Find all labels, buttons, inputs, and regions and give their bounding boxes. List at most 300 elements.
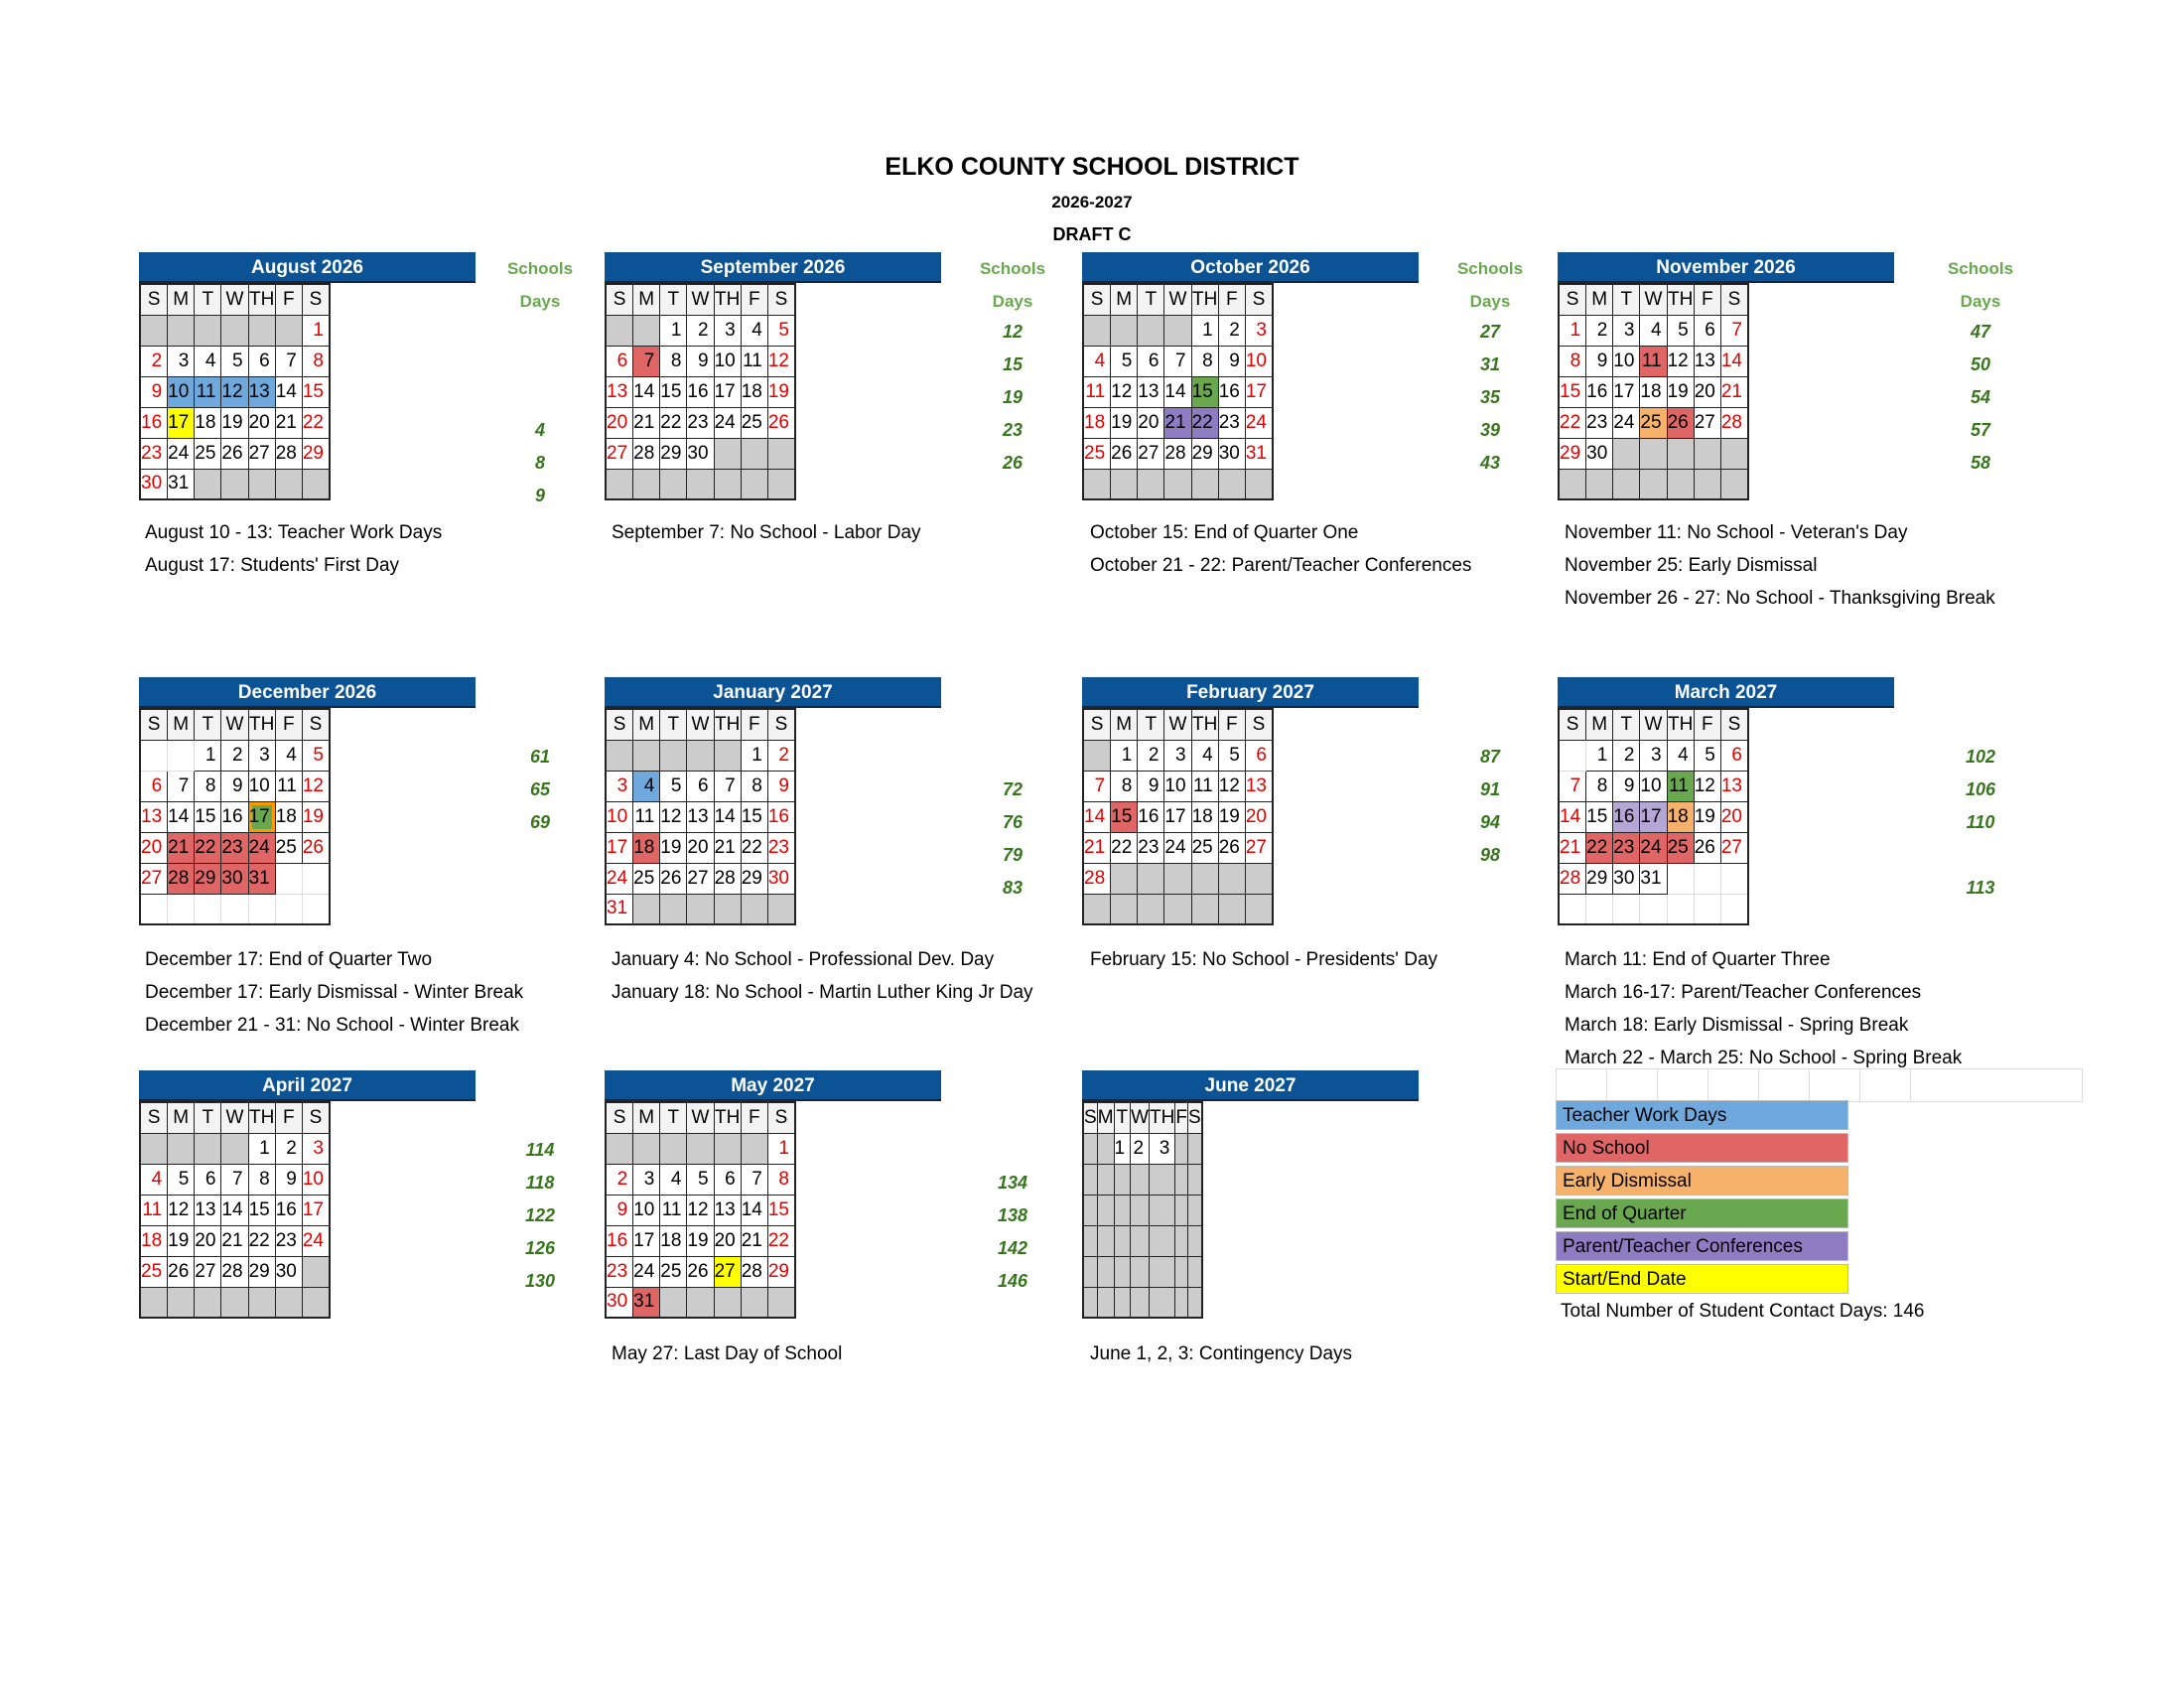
week-count: 118 [525, 1173, 555, 1193]
empty-day [767, 894, 795, 924]
calendar-day: 7 [633, 346, 660, 376]
calendar-day: 5 [1218, 740, 1245, 771]
calendar-day: 24 [1640, 832, 1667, 863]
empty-day [1559, 469, 1586, 499]
calendar-day: 18 [275, 801, 302, 832]
month-grid [1082, 1101, 1203, 1319]
calendar-day: 9 [275, 1164, 302, 1195]
month-title: October 2026 [1082, 252, 1419, 283]
month-grid [605, 283, 796, 500]
calendar-day: 30 [140, 469, 168, 499]
calendar-day: 14 [1083, 801, 1111, 832]
calendar-day: 13 [1245, 771, 1273, 801]
week-count: 76 [1002, 812, 1024, 832]
weekday-header: S [606, 284, 633, 315]
calendar-day: 22 [302, 407, 330, 438]
empty-day [1114, 1287, 1131, 1318]
empty-day [1150, 1164, 1175, 1195]
empty-day [195, 315, 221, 346]
empty-day [633, 740, 660, 771]
calendar-day: 7 [275, 346, 302, 376]
calendar-day: 18 [1667, 801, 1694, 832]
calendar-day: 2 [221, 740, 248, 771]
week-count: 23 [1002, 420, 1024, 440]
calendar-day: 12 [1218, 771, 1245, 801]
calendar-day: 10 [714, 346, 741, 376]
empty-day [1667, 438, 1694, 469]
calendar-day: 6 [248, 346, 275, 376]
calendar-day: 8 [660, 346, 687, 376]
calendar-day: 2 [687, 315, 714, 346]
weekday-header: M [168, 1102, 195, 1133]
week-count: 19 [1002, 387, 1024, 407]
calendar-day: 1 [1586, 740, 1613, 771]
calendar-day: 7 [714, 771, 741, 801]
calendar-day: 22 [1111, 832, 1138, 863]
calendar-day: 6 [1694, 315, 1720, 346]
month-title: November 2026 [1558, 252, 1894, 283]
empty-day [195, 1287, 221, 1318]
calendar-day: 25 [140, 1256, 168, 1287]
calendar-day: 5 [687, 1164, 714, 1195]
weekday-header: S [302, 284, 330, 315]
calendar-day: 28 [275, 438, 302, 469]
weekday-header: F [741, 709, 767, 740]
calendar-day: 24 [168, 438, 195, 469]
calendar-day: 5 [767, 315, 795, 346]
calendar-day: 20 [1245, 801, 1273, 832]
empty-day [1083, 469, 1111, 499]
calendar-day: 18 [195, 407, 221, 438]
empty-day [1114, 1195, 1131, 1225]
empty-day [140, 315, 168, 346]
calendar-day: 21 [1559, 832, 1586, 863]
week-count: 138 [997, 1205, 1028, 1225]
empty-day [606, 315, 633, 346]
month-title: April 2027 [139, 1070, 476, 1101]
weekday-header: T [660, 1102, 687, 1133]
calendar-day: 14 [1559, 801, 1586, 832]
weekday-header: M [633, 1102, 660, 1133]
calendar-day: 4 [633, 771, 660, 801]
calendar-day: 29 [248, 1256, 275, 1287]
empty-day [1218, 863, 1245, 894]
calendar-day: 4 [140, 1164, 168, 1195]
empty-day [195, 1133, 221, 1164]
calendar-day: 16 [606, 1225, 633, 1256]
empty-day [1097, 1133, 1114, 1164]
weekday-header: W [1640, 709, 1667, 740]
empty-day [633, 1133, 660, 1164]
empty-day [1218, 894, 1245, 924]
empty-day [1187, 1225, 1201, 1256]
calendar-day: 25 [633, 863, 660, 894]
calendar-day: 8 [767, 1164, 795, 1195]
calendar-day: 29 [302, 438, 330, 469]
calendar-day: 2 [1138, 740, 1164, 771]
calendar-day: 23 [1138, 832, 1164, 863]
month-title: December 2026 [139, 677, 476, 708]
calendar-day: 16 [767, 801, 795, 832]
calendar-day: 31 [168, 469, 195, 499]
week-count: 61 [529, 747, 551, 767]
empty-day [714, 1133, 741, 1164]
empty-day [1111, 863, 1138, 894]
empty-day [195, 469, 221, 499]
empty-day [302, 1256, 330, 1287]
week-count: 27 [1479, 322, 1501, 342]
calendar-day: 4 [1640, 315, 1667, 346]
note-line: March 16-17: Parent/Teacher Conferences [1565, 982, 1922, 1003]
calendar-day: 5 [221, 346, 248, 376]
calendar-day: 4 [741, 315, 767, 346]
calendar-day: 15 [767, 1195, 795, 1225]
empty-day [660, 1287, 687, 1318]
calendar-day: 28 [741, 1256, 767, 1287]
calendar-day: 6 [1720, 740, 1748, 771]
calendar-day: 26 [767, 407, 795, 438]
weekday-header: W [687, 709, 714, 740]
week-count: 39 [1479, 420, 1501, 440]
calendar-day: 23 [1613, 832, 1640, 863]
month-grid [1558, 283, 1749, 500]
legend-item: Parent/Teacher Conferences [1556, 1231, 1848, 1261]
legend [1556, 1100, 1848, 1297]
empty-day [248, 894, 275, 924]
calendar-day: 18 [1083, 407, 1111, 438]
calendar-day: 23 [687, 407, 714, 438]
calendar-day: 5 [1111, 346, 1138, 376]
empty-day [1131, 1195, 1150, 1225]
calendar-day: 1 [741, 740, 767, 771]
calendar-day: 9 [140, 376, 168, 407]
weekday-header: T [195, 1102, 221, 1133]
empty-day [221, 1133, 248, 1164]
empty-day [1138, 469, 1164, 499]
calendar-day: 1 [195, 740, 221, 771]
calendar-day: 9 [221, 771, 248, 801]
calendar-day: 20 [714, 1225, 741, 1256]
calendar-day: 3 [606, 771, 633, 801]
weekday-header: F [1694, 709, 1720, 740]
legend-item: Teacher Work Days [1556, 1100, 1848, 1130]
week-count: 83 [1002, 878, 1024, 898]
empty-day [741, 469, 767, 499]
empty-day [1175, 1256, 1188, 1287]
empty-day [1187, 1256, 1201, 1287]
calendar-day: 17 [1640, 801, 1667, 832]
note-line: August 10 - 13: Teacher Work Days [145, 522, 443, 543]
calendar-day: 28 [714, 863, 741, 894]
calendar-day: 3 [1245, 315, 1273, 346]
calendar-day: 15 [302, 376, 330, 407]
empty-day [1245, 863, 1273, 894]
calendar-day: 28 [1720, 407, 1748, 438]
week-count: 130 [524, 1271, 556, 1291]
calendar-day: 16 [1218, 376, 1245, 407]
weekday-header: S [767, 1102, 795, 1133]
calendar-day: 20 [1720, 801, 1748, 832]
calendar-day: 20 [140, 832, 168, 863]
calendar-day: 9 [606, 1195, 633, 1225]
calendar-day: 23 [140, 438, 168, 469]
legend-item: End of Quarter [1556, 1198, 1848, 1228]
calendar-day: 21 [1164, 407, 1191, 438]
empty-day [1667, 469, 1694, 499]
empty-day [1175, 1287, 1188, 1318]
weekday-header: T [660, 709, 687, 740]
calendar-day: 2 [1586, 315, 1613, 346]
calendar-day: 31 [248, 863, 275, 894]
calendar-day: 6 [606, 346, 633, 376]
calendar-day: 13 [195, 1195, 221, 1225]
weekday-header: TH [248, 284, 275, 315]
calendar-day: 12 [1111, 376, 1138, 407]
note-line: May 27: Last Day of School [612, 1343, 843, 1364]
calendar-day: 4 [195, 346, 221, 376]
empty-day [741, 1133, 767, 1164]
calendar-day: 15 [660, 376, 687, 407]
calendar-day: 25 [1640, 407, 1667, 438]
calendar-day: 12 [767, 346, 795, 376]
calendar-day: 26 [302, 832, 330, 863]
calendar-day: 1 [767, 1133, 795, 1164]
calendar-day: 13 [140, 801, 168, 832]
month-title: February 2027 [1082, 677, 1419, 708]
empty-day [168, 1133, 195, 1164]
weekday-header: S [1245, 709, 1273, 740]
calendar-day: 17 [633, 1225, 660, 1256]
calendar-day: 4 [660, 1164, 687, 1195]
empty-day [195, 894, 221, 924]
calendar-day: 3 [248, 740, 275, 771]
weekday-header: T [1613, 709, 1640, 740]
note-line: March 11: End of Quarter Three [1565, 949, 1831, 970]
calendar-day: 3 [633, 1164, 660, 1195]
week-count: 12 [1002, 322, 1024, 342]
calendar-day: 17 [1245, 376, 1273, 407]
week-count: 122 [524, 1205, 556, 1225]
empty-day [1694, 438, 1720, 469]
weekday-header: F [275, 1102, 302, 1133]
calendar-day: 14 [714, 801, 741, 832]
month-grid [139, 283, 331, 500]
calendar-day: 23 [767, 832, 795, 863]
school-year: 2026-2027 [1051, 193, 1133, 211]
empty-day [248, 1287, 275, 1318]
empty-day [1097, 1287, 1114, 1318]
weekday-header: T [1114, 1102, 1131, 1133]
calendar-day: 17 [606, 832, 633, 863]
weekday-header: F [1218, 709, 1245, 740]
calendar-day: 16 [275, 1195, 302, 1225]
calendar-day: 19 [1218, 801, 1245, 832]
calendar-day: 1 [1191, 315, 1218, 346]
calendar-day: 12 [687, 1195, 714, 1225]
weekday-header: S [1559, 284, 1586, 315]
note-line: January 4: No School - Professional Dev. Day [612, 949, 995, 970]
calendar-day: 19 [1667, 376, 1694, 407]
calendar-day: 17 [302, 1195, 330, 1225]
note-line: December 21 - 31: No School - Winter Break [145, 1015, 519, 1036]
week-count: 79 [1002, 845, 1024, 865]
calendar-day: 24 [633, 1256, 660, 1287]
weekday-header: S [1083, 284, 1111, 315]
calendar-day: 2 [1218, 315, 1245, 346]
calendar-day: 12 [302, 771, 330, 801]
weekday-header: M [633, 709, 660, 740]
calendar-day: 3 [1164, 740, 1191, 771]
weekday-header: TH [248, 1102, 275, 1133]
empty-day [1667, 863, 1694, 894]
week-count: 35 [1479, 387, 1501, 407]
empty-day [687, 740, 714, 771]
calendar-day: 26 [1694, 832, 1720, 863]
calendar-day: 13 [687, 801, 714, 832]
weekday-header: F [275, 709, 302, 740]
empty-day [168, 894, 195, 924]
empty-day [1613, 438, 1640, 469]
note-line: August 17: Students' First Day [145, 555, 400, 576]
calendar-day: 25 [660, 1256, 687, 1287]
empty-day [687, 1133, 714, 1164]
empty-day [1720, 469, 1748, 499]
calendar-day: 2 [140, 346, 168, 376]
calendar-day: 27 [140, 863, 168, 894]
calendar-day: 17 [714, 376, 741, 407]
calendar-day: 29 [767, 1256, 795, 1287]
weekday-header: S [767, 709, 795, 740]
empty-day [1187, 1195, 1201, 1225]
calendar-day: 22 [195, 832, 221, 863]
calendar-day: 9 [1586, 346, 1613, 376]
week-count: 114 [525, 1140, 555, 1160]
calendar-day: 7 [741, 1164, 767, 1195]
weekday-header: TH [1667, 709, 1694, 740]
empty-day [1150, 1287, 1175, 1318]
empty-day [660, 1133, 687, 1164]
empty-day [767, 1287, 795, 1318]
calendar-day: 4 [1191, 740, 1218, 771]
legend-item: Early Dismissal [1556, 1166, 1848, 1196]
weekday-header: TH [1191, 284, 1218, 315]
calendar-day: 18 [140, 1225, 168, 1256]
empty-day [687, 1287, 714, 1318]
weekday-header: M [168, 709, 195, 740]
calendar-day: 19 [302, 801, 330, 832]
weekday-header: S [140, 709, 168, 740]
calendar-day: 7 [221, 1164, 248, 1195]
empty-day [606, 1133, 633, 1164]
week-count: 8 [534, 453, 545, 473]
calendar-day: 18 [633, 832, 660, 863]
calendar-day: 30 [606, 1287, 633, 1318]
calendar-day: 11 [140, 1195, 168, 1225]
calendar-day: 14 [1164, 376, 1191, 407]
empty-day [1175, 1195, 1188, 1225]
weekday-header: F [741, 284, 767, 315]
calendar-day: 29 [1559, 438, 1586, 469]
note-line: September 7: No School - Labor Day [612, 522, 921, 543]
empty-day [660, 740, 687, 771]
empty-day [275, 894, 302, 924]
calendar-day: 7 [1559, 771, 1586, 801]
legend-item: No School [1556, 1133, 1848, 1163]
empty-day [767, 469, 795, 499]
note-line: December 17: Early Dismissal - Winter Break [145, 982, 524, 1003]
calendar-day: 3 [168, 346, 195, 376]
calendar-day: 15 [741, 801, 767, 832]
empty-day [606, 469, 633, 499]
calendar-day: 31 [606, 894, 633, 924]
calendar-day: 3 [714, 315, 741, 346]
empty-day [1097, 1195, 1114, 1225]
calendar-day: 7 [1164, 346, 1191, 376]
empty-day [221, 1287, 248, 1318]
empty-day [1083, 894, 1111, 924]
counts-header: Days [1469, 292, 1511, 311]
empty-day [168, 315, 195, 346]
empty-day [1083, 1225, 1097, 1256]
calendar-day: 22 [1586, 832, 1613, 863]
calendar-day: 13 [1138, 376, 1164, 407]
empty-day [1164, 315, 1191, 346]
empty-day [1164, 863, 1191, 894]
calendar-day: 17 [1613, 376, 1640, 407]
calendar-day: 22 [741, 832, 767, 863]
calendar-day: 24 [714, 407, 741, 438]
empty-day [1138, 863, 1164, 894]
empty-day [1175, 1225, 1188, 1256]
empty-day [221, 894, 248, 924]
empty-day [1164, 894, 1191, 924]
empty-day [741, 894, 767, 924]
calendar-day: 4 [275, 740, 302, 771]
calendar-day: 11 [633, 801, 660, 832]
weekday-header: S [767, 284, 795, 315]
week-count: 4 [534, 420, 545, 440]
empty-day [168, 740, 195, 771]
calendar-day: 22 [767, 1225, 795, 1256]
month-grid [139, 1101, 331, 1319]
month-notes [612, 1337, 842, 1370]
empty-day [1097, 1164, 1114, 1195]
calendar-day: 10 [633, 1195, 660, 1225]
calendar-day: 10 [302, 1164, 330, 1195]
weekday-header: TH [1191, 709, 1218, 740]
calendar-day: 12 [1667, 346, 1694, 376]
calendar-day: 12 [221, 376, 248, 407]
week-count: 47 [1970, 322, 1991, 342]
calendar-day: 25 [1083, 438, 1111, 469]
counts-header: Schools [1947, 259, 2014, 278]
calendar-day: 13 [714, 1195, 741, 1225]
calendar-day: 27 [248, 438, 275, 469]
week-count: 72 [1002, 779, 1024, 799]
calendar-day: 25 [741, 407, 767, 438]
calendar-day: 16 [221, 801, 248, 832]
calendar-day: 27 [1694, 407, 1720, 438]
calendar-day: 8 [1559, 346, 1586, 376]
calendar-day: 14 [168, 801, 195, 832]
month-title: January 2027 [605, 677, 941, 708]
calendar-day: 22 [660, 407, 687, 438]
weekday-header: M [633, 284, 660, 315]
calendar-day: 18 [1640, 376, 1667, 407]
weekday-header: M [1111, 284, 1138, 315]
month-title: June 2027 [1082, 1070, 1419, 1101]
calendar-day: 28 [1559, 863, 1586, 894]
